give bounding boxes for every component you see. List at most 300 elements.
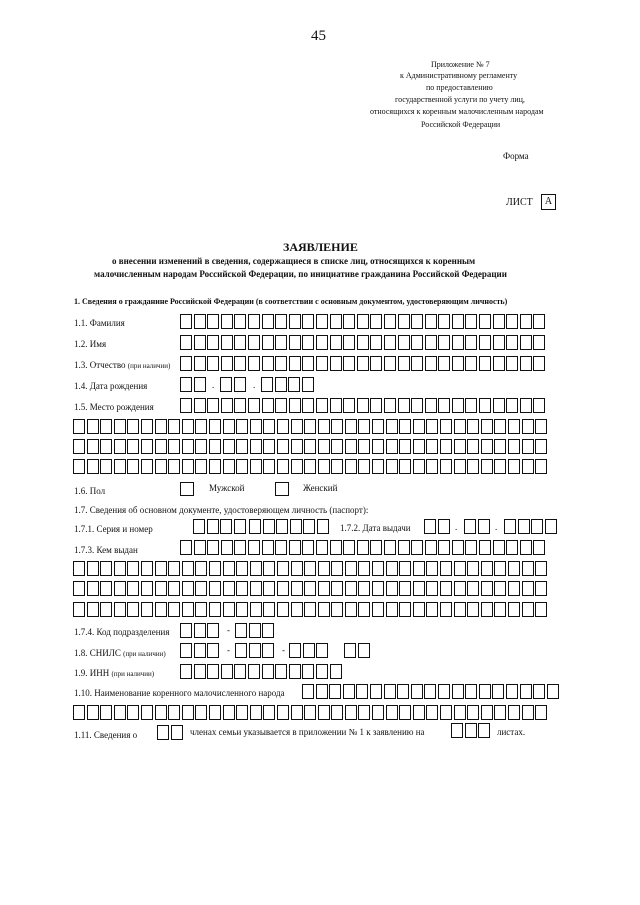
input-cell[interactable] [331,561,343,576]
input-cell[interactable] [141,439,153,454]
birth-month-cells[interactable] [220,377,247,392]
input-cell[interactable] [236,705,248,720]
input-cell[interactable] [223,561,235,576]
input-cell[interactable] [329,684,341,699]
input-cell[interactable] [331,705,343,720]
input-cell[interactable] [263,602,275,617]
input-cell[interactable] [249,623,261,638]
input-cell[interactable] [304,602,316,617]
input-cell[interactable] [345,561,357,576]
input-cell[interactable] [289,398,301,413]
input-cell[interactable] [411,684,423,699]
input-cell[interactable] [289,314,301,329]
issued-by-cells-1[interactable] [180,540,547,555]
input-cell[interactable] [386,459,398,474]
input-cell[interactable] [100,419,112,434]
input-cell[interactable] [114,439,126,454]
input-cell[interactable] [277,459,289,474]
input-cell[interactable] [425,335,437,350]
input-cell[interactable] [223,439,235,454]
input-cell[interactable] [372,419,384,434]
input-cell[interactable] [481,439,493,454]
input-cell[interactable] [180,356,192,371]
input-cell[interactable] [343,335,355,350]
input-cell[interactable] [440,439,452,454]
input-cell[interactable] [358,581,370,596]
passport-number-cells[interactable] [249,519,331,534]
input-cell[interactable] [467,602,479,617]
input-cell[interactable] [522,419,534,434]
input-cell[interactable] [168,705,180,720]
input-cell[interactable] [249,519,261,534]
input-cell[interactable] [508,561,520,576]
input-cell[interactable] [465,723,477,738]
input-cell[interactable] [194,540,206,555]
input-cell[interactable] [182,459,194,474]
input-cell[interactable] [290,519,302,534]
input-cell[interactable] [478,723,490,738]
input-cell[interactable] [438,314,450,329]
sheet-box[interactable]: А [541,194,556,210]
input-cell[interactable] [100,459,112,474]
input-cell[interactable] [250,459,262,474]
input-cell[interactable] [127,581,139,596]
input-cell[interactable] [533,314,545,329]
input-cell[interactable] [440,419,452,434]
input-cell[interactable] [522,705,534,720]
input-cell[interactable] [413,602,425,617]
input-cell[interactable] [493,398,505,413]
input-cell[interactable] [182,439,194,454]
input-cell[interactable] [494,419,506,434]
input-cell[interactable] [535,581,547,596]
input-cell[interactable] [465,540,477,555]
input-cell[interactable] [522,602,534,617]
input-cell[interactable] [454,459,466,474]
input-cell[interactable] [493,314,505,329]
input-cell[interactable] [386,602,398,617]
input-cell[interactable] [508,602,520,617]
input-cell[interactable] [207,643,219,658]
input-cell[interactable] [234,664,246,679]
input-cell[interactable] [236,581,248,596]
input-cell[interactable] [520,356,532,371]
input-cell[interactable] [209,705,221,720]
input-cell[interactable] [316,314,328,329]
input-cell[interactable] [73,561,85,576]
input-cell[interactable] [343,684,355,699]
input-cell[interactable] [277,439,289,454]
input-cell[interactable] [304,419,316,434]
input-cell[interactable] [479,398,491,413]
input-cell[interactable] [494,705,506,720]
input-cell[interactable] [547,684,559,699]
input-cell[interactable] [522,459,534,474]
input-cell[interactable] [180,335,192,350]
input-cell[interactable] [73,459,85,474]
input-cell[interactable] [194,643,206,658]
input-cell[interactable] [275,540,287,555]
input-cell[interactable] [531,519,543,534]
input-cell[interactable] [114,705,126,720]
input-cell[interactable] [114,459,126,474]
input-cell[interactable] [288,377,300,392]
input-cell[interactable] [291,419,303,434]
input-cell[interactable] [438,540,450,555]
input-cell[interactable] [370,356,382,371]
input-cell[interactable] [358,459,370,474]
input-cell[interactable] [331,602,343,617]
input-cell[interactable] [207,540,219,555]
input-cell[interactable] [87,439,99,454]
input-cell[interactable] [209,459,221,474]
input-cell[interactable] [481,705,493,720]
input-cell[interactable] [535,705,547,720]
input-cell[interactable] [426,459,438,474]
input-cell[interactable] [370,335,382,350]
input-cell[interactable] [262,664,274,679]
input-cell[interactable] [318,419,330,434]
input-cell[interactable] [100,602,112,617]
input-cell[interactable] [481,581,493,596]
input-cell[interactable] [506,356,518,371]
input-cell[interactable] [221,664,233,679]
input-cell[interactable] [276,519,288,534]
input-cell[interactable] [316,540,328,555]
input-cell[interactable] [372,459,384,474]
input-cell[interactable] [506,335,518,350]
input-cell[interactable] [235,623,247,638]
snils-cells-4[interactable] [344,643,371,658]
input-cell[interactable] [223,581,235,596]
input-cell[interactable] [304,561,316,576]
input-cell[interactable] [250,439,262,454]
input-cell[interactable] [168,419,180,434]
issued-by-cells-2[interactable] [73,561,549,576]
input-cell[interactable] [263,459,275,474]
input-cell[interactable] [127,705,139,720]
input-cell[interactable] [114,581,126,596]
input-cell[interactable] [384,335,396,350]
input-cell[interactable] [87,419,99,434]
input-cell[interactable] [481,561,493,576]
input-cell[interactable] [330,540,342,555]
input-cell[interactable] [207,664,219,679]
input-cell[interactable] [277,561,289,576]
input-cell[interactable] [533,356,545,371]
input-cell[interactable] [194,664,206,679]
input-cell[interactable] [180,643,192,658]
input-cell[interactable] [413,705,425,720]
input-cell[interactable] [535,561,547,576]
input-cell[interactable] [275,398,287,413]
input-cell[interactable] [263,705,275,720]
input-cell[interactable] [195,439,207,454]
input-cell[interactable] [345,459,357,474]
input-cell[interactable] [481,419,493,434]
input-cell[interactable] [291,581,303,596]
input-cell[interactable] [194,314,206,329]
input-cell[interactable] [438,335,450,350]
input-cell[interactable] [168,561,180,576]
input-cell[interactable] [277,581,289,596]
input-cell[interactable] [535,439,547,454]
input-cell[interactable] [249,643,261,658]
input-cell[interactable] [180,398,192,413]
input-cell[interactable] [454,419,466,434]
indigenous-people-cells-1[interactable] [302,684,560,699]
input-cell[interactable] [223,602,235,617]
input-cell[interactable] [520,684,532,699]
input-cell[interactable] [533,684,545,699]
input-cell[interactable] [127,561,139,576]
input-cell[interactable] [73,705,85,720]
input-cell[interactable] [73,602,85,617]
indigenous-people-cells-2[interactable] [73,705,549,720]
input-cell[interactable] [262,314,274,329]
input-cell[interactable] [291,459,303,474]
input-cell[interactable] [357,314,369,329]
input-cell[interactable] [399,705,411,720]
input-cell[interactable] [494,459,506,474]
input-cell[interactable] [413,561,425,576]
input-cell[interactable] [494,439,506,454]
input-cell[interactable] [425,540,437,555]
input-cell[interactable] [263,561,275,576]
input-cell[interactable] [464,519,476,534]
input-cell[interactable] [236,561,248,576]
input-cell[interactable] [440,705,452,720]
input-cell[interactable] [248,335,260,350]
input-cell[interactable] [413,439,425,454]
input-cell[interactable] [370,314,382,329]
input-cell[interactable] [425,314,437,329]
input-cell[interactable] [316,356,328,371]
input-cell[interactable] [384,314,396,329]
input-cell[interactable] [234,519,246,534]
input-cell[interactable] [195,419,207,434]
input-cell[interactable] [372,581,384,596]
birth-year-cells[interactable] [261,377,315,392]
input-cell[interactable] [127,459,139,474]
input-cell[interactable] [467,561,479,576]
input-cell[interactable] [398,540,410,555]
input-cell[interactable] [262,643,274,658]
input-cell[interactable] [465,335,477,350]
input-cell[interactable] [440,459,452,474]
inn-cells[interactable] [180,664,343,679]
input-cell[interactable] [220,377,232,392]
input-cell[interactable] [452,335,464,350]
input-cell[interactable] [141,705,153,720]
input-cell[interactable] [357,356,369,371]
input-cell[interactable] [180,664,192,679]
input-cell[interactable] [235,643,247,658]
input-cell[interactable] [157,725,169,740]
input-cell[interactable] [223,705,235,720]
input-cell[interactable] [451,723,463,738]
input-cell[interactable] [411,314,423,329]
input-cell[interactable] [155,439,167,454]
input-cell[interactable] [506,314,518,329]
input-cell[interactable] [182,602,194,617]
input-cell[interactable] [316,664,328,679]
input-cell[interactable] [236,439,248,454]
input-cell[interactable] [370,398,382,413]
input-cell[interactable] [87,705,99,720]
input-cell[interactable] [302,377,314,392]
input-cell[interactable] [236,602,248,617]
input-cell[interactable] [318,439,330,454]
input-cell[interactable] [275,664,287,679]
input-cell[interactable] [168,459,180,474]
input-cell[interactable] [234,377,246,392]
input-cell[interactable] [438,519,450,534]
input-cell[interactable] [331,459,343,474]
input-cell[interactable] [454,705,466,720]
input-cell[interactable] [221,540,233,555]
input-cell[interactable] [411,335,423,350]
input-cell[interactable] [481,602,493,617]
input-cell[interactable] [533,398,545,413]
input-cell[interactable] [508,459,520,474]
input-cell[interactable] [357,540,369,555]
input-cell[interactable] [358,439,370,454]
input-cell[interactable] [87,459,99,474]
input-cell[interactable] [263,439,275,454]
input-cell[interactable] [479,540,491,555]
input-cell[interactable] [508,439,520,454]
input-cell[interactable] [73,419,85,434]
input-cell[interactable] [236,459,248,474]
input-cell[interactable] [155,705,167,720]
input-cell[interactable] [345,439,357,454]
input-cell[interactable] [356,684,368,699]
input-cell[interactable] [343,398,355,413]
input-cell[interactable] [452,398,464,413]
input-cell[interactable] [467,459,479,474]
input-cell[interactable] [277,705,289,720]
input-cell[interactable] [372,439,384,454]
input-cell[interactable] [479,335,491,350]
input-cell[interactable] [289,335,301,350]
input-cell[interactable] [478,519,490,534]
input-cell[interactable] [141,459,153,474]
input-cell[interactable] [207,335,219,350]
input-cell[interactable] [277,419,289,434]
input-cell[interactable] [454,439,466,454]
input-cell[interactable] [223,419,235,434]
input-cell[interactable] [520,540,532,555]
input-cell[interactable] [316,398,328,413]
input-cell[interactable] [195,705,207,720]
birth-place-cells-3[interactable] [73,439,549,454]
input-cell[interactable] [398,335,410,350]
input-cell[interactable] [180,623,192,638]
input-cell[interactable] [358,643,370,658]
input-cell[interactable] [155,459,167,474]
input-cell[interactable] [248,664,260,679]
input-cell[interactable] [454,561,466,576]
input-cell[interactable] [506,540,518,555]
input-cell[interactable] [155,602,167,617]
input-cell[interactable] [262,335,274,350]
name-cells[interactable] [180,335,547,350]
input-cell[interactable] [182,419,194,434]
input-cell[interactable] [386,581,398,596]
input-cell[interactable] [141,561,153,576]
input-cell[interactable] [452,356,464,371]
input-cell[interactable] [426,602,438,617]
input-cell[interactable] [114,419,126,434]
input-cell[interactable] [127,602,139,617]
input-cell[interactable] [234,398,246,413]
input-cell[interactable] [467,581,479,596]
input-cell[interactable] [479,356,491,371]
input-cell[interactable] [330,398,342,413]
input-cell[interactable] [479,684,491,699]
input-cell[interactable] [316,684,328,699]
input-cell[interactable] [209,561,221,576]
input-cell[interactable] [535,459,547,474]
input-cell[interactable] [520,314,532,329]
input-cell[interactable] [318,459,330,474]
input-cell[interactable] [304,581,316,596]
input-cell[interactable] [426,419,438,434]
input-cell[interactable] [345,581,357,596]
input-cell[interactable] [100,561,112,576]
issue-month-cells[interactable] [464,519,491,534]
input-cell[interactable] [275,314,287,329]
input-cell[interactable] [411,356,423,371]
input-cell[interactable] [304,439,316,454]
input-cell[interactable] [370,540,382,555]
input-cell[interactable] [492,684,504,699]
input-cell[interactable] [221,398,233,413]
input-cell[interactable] [275,335,287,350]
input-cell[interactable] [303,643,315,658]
input-cell[interactable] [358,705,370,720]
input-cell[interactable] [194,623,206,638]
input-cell[interactable] [250,419,262,434]
input-cell[interactable] [220,519,232,534]
input-cell[interactable] [330,314,342,329]
input-cell[interactable] [248,398,260,413]
input-cell[interactable] [168,602,180,617]
input-cell[interactable] [248,356,260,371]
input-cell[interactable] [399,602,411,617]
input-cell[interactable] [426,439,438,454]
input-cell[interactable] [508,419,520,434]
input-cell[interactable] [438,398,450,413]
input-cell[interactable] [248,314,260,329]
input-cell[interactable] [127,419,139,434]
input-cell[interactable] [100,439,112,454]
input-cell[interactable] [545,519,557,534]
input-cell[interactable] [452,684,464,699]
input-cell[interactable] [372,561,384,576]
input-cell[interactable] [302,684,314,699]
input-cell[interactable] [127,439,139,454]
input-cell[interactable] [358,602,370,617]
input-cell[interactable] [318,602,330,617]
input-cell[interactable] [508,705,520,720]
input-cell[interactable] [399,419,411,434]
surname-cells[interactable] [180,314,547,329]
input-cell[interactable] [454,602,466,617]
input-cell[interactable] [87,602,99,617]
family-count-cells[interactable] [157,725,184,740]
